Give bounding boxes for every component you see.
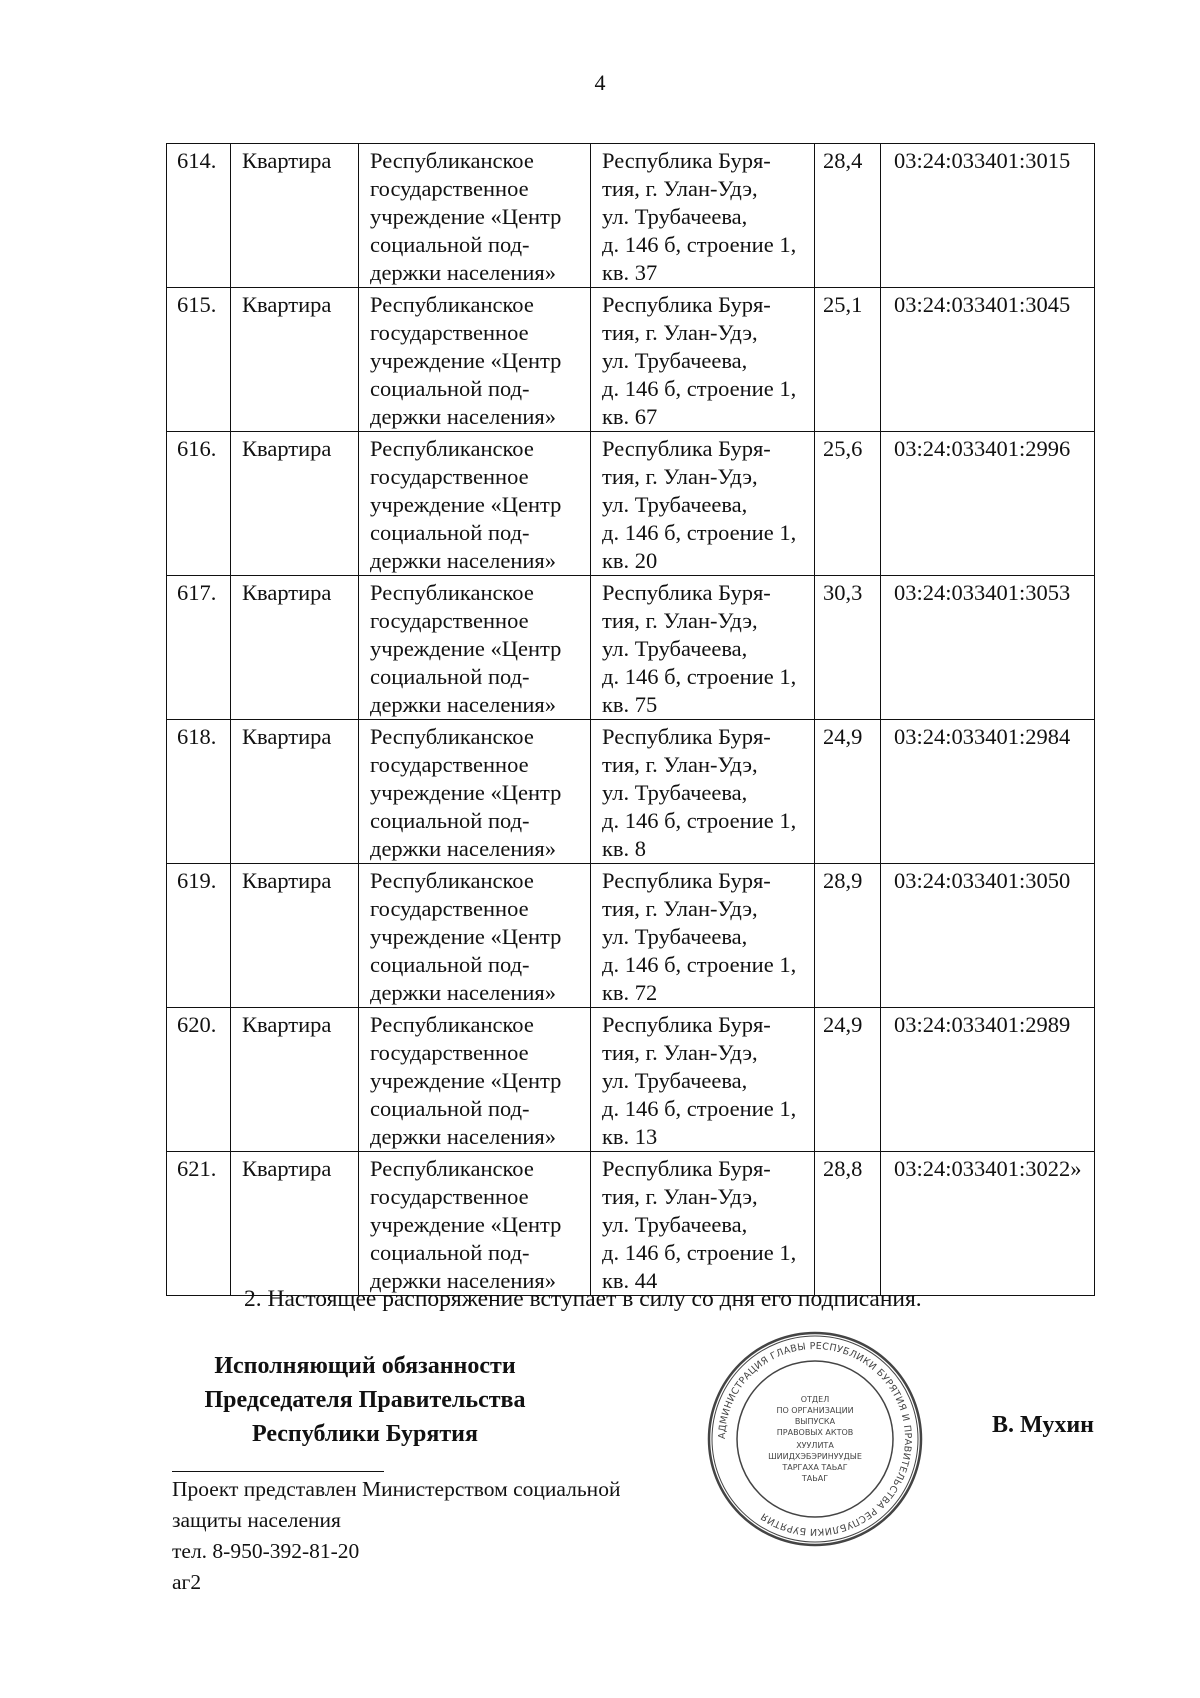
cell-area: 25,6 (815, 432, 881, 576)
cell-area: 24,9 (815, 1008, 881, 1152)
cell-rights-holder: Республиканское государственное учреждение «Центр социальной под- держки населения» (359, 288, 591, 432)
cell-address: Республика Буря- тия, г. Улан-Удэ, ул. Трубачеева, д. 146 б, строение 1, кв. 37 (591, 144, 815, 288)
cell-area: 30,3 (815, 576, 881, 720)
table-row (167, 576, 1095, 720)
svg-text:ПРАВОВЫХ АКТОВ: ПРАВОВЫХ АКТОВ (776, 1428, 854, 1437)
table-row (167, 864, 1095, 1008)
cell-number: 619. (167, 864, 231, 1008)
table-row (167, 720, 1095, 864)
svg-text:ПО ОРГАНИЗАЦИИ: ПО ОРГАНИЗАЦИИ (776, 1406, 854, 1415)
table-row (167, 432, 1095, 576)
cell-area: 28,8 (815, 1152, 881, 1296)
cell-cadastral-number: 03:24:033401:2984 (881, 720, 1095, 864)
cell-area: 28,9 (815, 864, 881, 1008)
signer-name: В. Мухин (992, 1412, 1094, 1438)
cell-address: Республика Буря- тия, г. Улан-Удэ, ул. Трубачеева, д. 146 б, строение 1, кв. 13 (591, 1008, 815, 1152)
cell-address: Республика Буря- тия, г. Улан-Удэ, ул. Трубачеева, д. 146 б, строение 1, кв. 75 (591, 576, 815, 720)
cell-object-type: Квартира (231, 144, 359, 288)
cell-address: Республика Буря- тия, г. Улан-Удэ, ул. Трубачеева, д. 146 б, строение 1, кв. 67 (591, 288, 815, 432)
cell-cadastral-number: 03:24:033401:3022» (881, 1152, 1095, 1296)
svg-text:ШИИДХЭБЭРИНУУДЫЕ: ШИИДХЭБЭРИНУУДЫЕ (768, 1452, 862, 1461)
cell-cadastral-number: 03:24:033401:3045 (881, 288, 1095, 432)
cell-address: Республика Буря- тия, г. Улан-Удэ, ул. Трубачеева, д. 146 б, строение 1, кв. 44 (591, 1152, 815, 1296)
svg-text:ТАРГАХА ТАЬАГ: ТАРГАХА ТАЬАГ (782, 1463, 848, 1472)
svg-text:ВЫПУСКА: ВЫПУСКА (794, 1417, 836, 1426)
property-table (166, 143, 1095, 1296)
property-table-body (167, 144, 1095, 1296)
cell-object-type: Квартира (231, 864, 359, 1008)
cell-cadastral-number: 03:24:033401:2996 (881, 432, 1095, 576)
cell-area: 28,4 (815, 144, 881, 288)
cell-object-type: Квартира (231, 720, 359, 864)
cell-number: 617. (167, 576, 231, 720)
footnote-divider (172, 1471, 384, 1472)
table-row (167, 1008, 1095, 1152)
clause-effective-date: 2. Настоящее распоряжение вступает в силу со дня его подписания. (244, 1286, 922, 1312)
cell-address: Республика Буря- тия, г. Улан-Удэ, ул. Трубачеева, д. 146 б, строение 1, кв. 20 (591, 432, 815, 576)
cell-number: 620. (167, 1008, 231, 1152)
cell-object-type: Квартира (231, 432, 359, 576)
cell-rights-holder: Республиканское государственное учреждение «Центр социальной под- держки населения» (359, 144, 591, 288)
svg-text:ХУУЛИТА: ХУУЛИТА (796, 1441, 834, 1450)
stamp-ring-text: АДМИНИСТРАЦИЯ ГЛАВЫ РЕСПУБЛИКИ БУРЯТИЯ И ПРАВИТЕЛЬСТВА РЕСПУБЛИКИ БУРЯТИЯ (716, 1340, 914, 1538)
cell-number: 621. (167, 1152, 231, 1296)
svg-text:ОТДЕЛ: ОТДЕЛ (800, 1395, 830, 1404)
cell-number: 615. (167, 288, 231, 432)
page-number: 4 (594, 70, 606, 95)
cell-number: 616. (167, 432, 231, 576)
svg-text:АДМИНИСТРАЦИЯ ГЛАВЫ РЕСПУБЛИКИ (717, 1341, 913, 1537)
table-row (167, 144, 1095, 288)
table-row (167, 1152, 1095, 1296)
cell-object-type: Квартира (231, 1152, 359, 1296)
cell-area: 24,9 (815, 720, 881, 864)
cell-rights-holder: Республиканское государственное учреждение «Центр социальной под- держки населения» (359, 432, 591, 576)
cell-address: Республика Буря- тия, г. Улан-Удэ, ул. Трубачеева, д. 146 б, строение 1, кв. 72 (591, 864, 815, 1008)
cell-object-type: Квартира (231, 288, 359, 432)
svg-text:ТАЬАГ: ТАЬАГ (801, 1474, 829, 1483)
cell-rights-holder: Республиканское государственное учреждение «Центр социальной под- держки населения» (359, 576, 591, 720)
cell-address: Республика Буря- тия, г. Улан-Удэ, ул. Трубачеева, д. 146 б, строение 1, кв. 8 (591, 720, 815, 864)
cell-cadastral-number: 03:24:033401:2989 (881, 1008, 1095, 1152)
cell-rights-holder: Республиканское государственное учреждение «Центр социальной под- держки населения» (359, 1008, 591, 1152)
cell-rights-holder: Республиканское государственное учреждение «Центр социальной под- держки населения» (359, 1152, 591, 1296)
cell-cadastral-number: 03:24:033401:3050 (881, 864, 1095, 1008)
official-stamp (706, 1330, 924, 1548)
cell-area: 25,1 (815, 288, 881, 432)
footnote: Проект представлен Министерством социальной защиты населения тел. 8-950-392-81-20 аг2 (172, 1477, 621, 1594)
cell-cadastral-number: 03:24:033401:3015 (881, 144, 1095, 288)
cell-object-type: Квартира (231, 576, 359, 720)
cell-object-type: Квартира (231, 1008, 359, 1152)
cell-cadastral-number: 03:24:033401:3053 (881, 576, 1095, 720)
cell-number: 618. (167, 720, 231, 864)
cell-rights-holder: Республиканское государственное учреждение «Центр социальной под- держки населения» (359, 720, 591, 864)
signer-title: Исполняющий обязанности Председателя Правительства Республики Бурятия (204, 1353, 526, 1447)
cell-number: 614. (167, 144, 231, 288)
table-row (167, 288, 1095, 432)
cell-rights-holder: Республиканское государственное учреждение «Центр социальной под- держки населения» (359, 864, 591, 1008)
